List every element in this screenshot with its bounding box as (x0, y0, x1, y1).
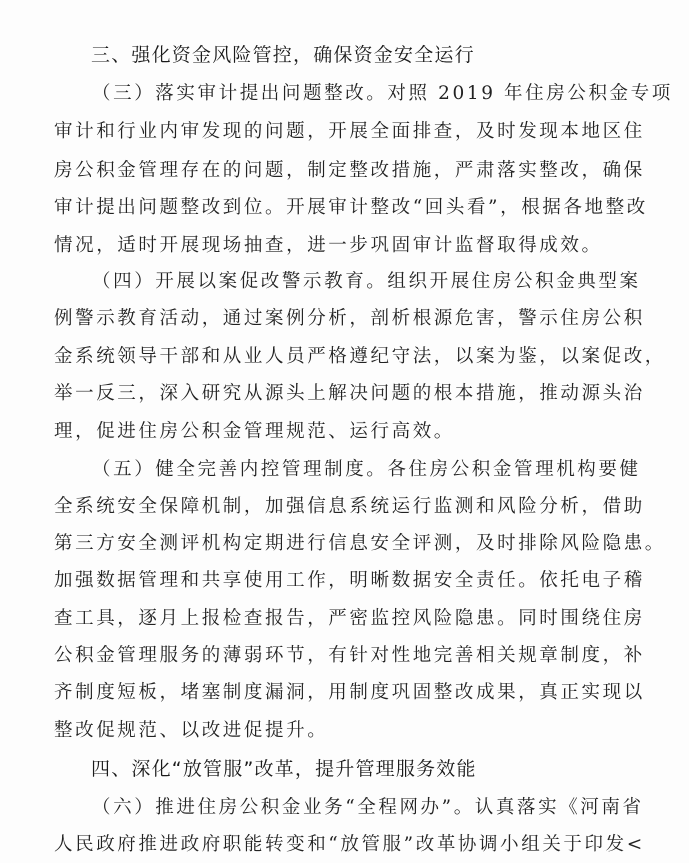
para-3-line-1: （三）落实审计提出问题整改。对照 2019 年住房公积金专项 (92, 83, 673, 104)
para-5-line-1: （五）健全完善内控管理制度。各住房公积金管理机构要健 (92, 459, 641, 480)
para-4-line-4: 举一反三，深入研究从源头上解决问题的根本措施，推动源头治 (54, 383, 645, 404)
para-3-line-5: 情况，适时开展现场抽查，进一步巩固审计监督取得成效。 (54, 235, 603, 256)
para-5-line-7: 齐制度短板，堵塞制度漏洞，用制度巩固整改成果，真正实现以 (54, 682, 645, 703)
para-4-line-2: 例警示教育活动，通过案例分析，剖析根源危害，警示住房公积 (54, 308, 645, 329)
para-5-line-5: 查工具，逐月上报检查报告，严密监控风险隐患。同时围绕住房 (54, 608, 645, 629)
para-5-line-8: 整改促规范、以改进促提升。 (54, 720, 329, 741)
para-5-line-6: 公积金管理服务的薄弱环节，有针对性地完善相关规章制度，补 (54, 645, 645, 666)
para-5-line-4: 加强数据管理和共享使用工作，明晰数据安全责任。依托电子稽 (54, 570, 645, 591)
para-4-line-3: 金系统领导干部和从业人员严格遵纪守法，以案为鉴，以案促改， (54, 346, 666, 367)
para-3-line-2: 审计和行业内审发现的问题，开展全面排查，及时发现本地区住 (54, 121, 645, 142)
para-4-line-1: （四）开展以案促改警示教育。组织开展住房公积金典型案 (92, 271, 641, 292)
para-5-line-3: 第三方安全测评机构定期进行信息安全评测，及时排除风险隐患。 (54, 533, 666, 554)
para-3-line-3: 房公积金管理存在的问题，制定整改措施，严肃落实整改，确保 (54, 160, 645, 181)
para-6-line-1: （六）推进住房公积金业务“全程网办”。认真落实《河南省 (92, 797, 644, 818)
section-heading-4: 四、深化“放管服”改革，提升管理服务效能 (91, 758, 477, 780)
para-4-line-5: 理，促进住房公积金管理规范、运行高效。 (54, 421, 455, 442)
para-3-line-4: 审计提出问题整改到位。开展审计整改“回头看”，根据各地整改 (54, 197, 648, 218)
para-5-line-2: 全系统安全保障机制，加强信息系统运行监测和风险分析，借助 (54, 496, 645, 517)
section-heading-3: 三、强化资金风险管控，确保资金安全运行 (91, 44, 475, 66)
para-6-line-2: 人民政府推进政府职能转变和“放管服”改革协调小组关于印发< (54, 834, 645, 855)
